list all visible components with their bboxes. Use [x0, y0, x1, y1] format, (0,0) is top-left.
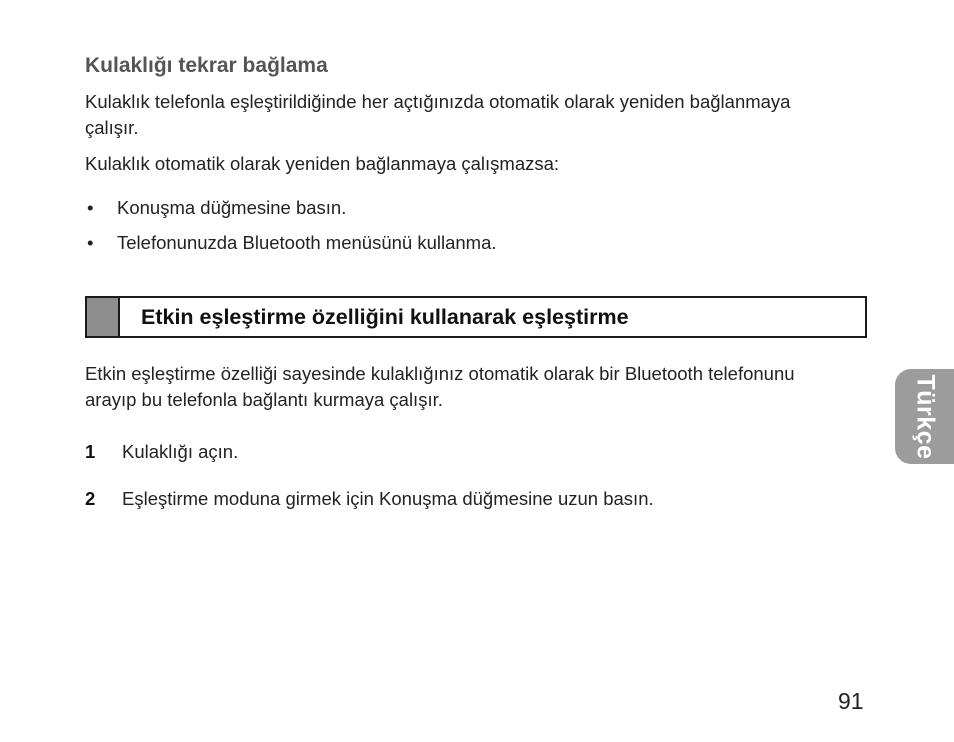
language-tab-label: Türkçe	[911, 374, 939, 459]
paragraph-active-pairing-intro: Etkin eşleştirme özelliği sayesinde kulaklığınız otomatik olarak bir Bluetooth telefonunu arayıp bu telefonla bağlantı kurmaya çalışır.	[85, 363, 795, 410]
step-number: 2	[85, 488, 96, 509]
bullet-item: Konuşma düğmesine basın.	[117, 197, 347, 218]
language-tab	[895, 369, 954, 464]
bullet-marker: •	[87, 232, 94, 253]
step-text: Kulaklığı açın.	[122, 441, 239, 462]
section-header-box	[85, 296, 867, 338]
bullet-marker: •	[87, 197, 94, 218]
bullet-item: Telefonunuzda Bluetooth menüsünü kullanma.	[117, 232, 497, 253]
page-number: 91	[838, 688, 864, 714]
step-text: Eşleştirme moduna girmek için Konuşma düğmesine uzun basın.	[122, 488, 654, 509]
subheading-reconnect: Kulaklığı tekrar bağlama	[85, 54, 328, 77]
section-marker	[87, 298, 120, 336]
paragraph-reconnect-intro: Kulaklık telefonla eşleştirildiğinde her açtığınızda otomatik olarak yeniden bağlanmaya çalışır.	[85, 91, 791, 138]
paragraph-reconnect-fallback: Kulaklık otomatik olarak yeniden bağlanmaya çalışmazsa:	[85, 153, 560, 174]
section-title: Etkin eşleştirme özelliğini kullanarak eşleştirme	[141, 304, 629, 329]
step-number: 1	[85, 441, 96, 462]
